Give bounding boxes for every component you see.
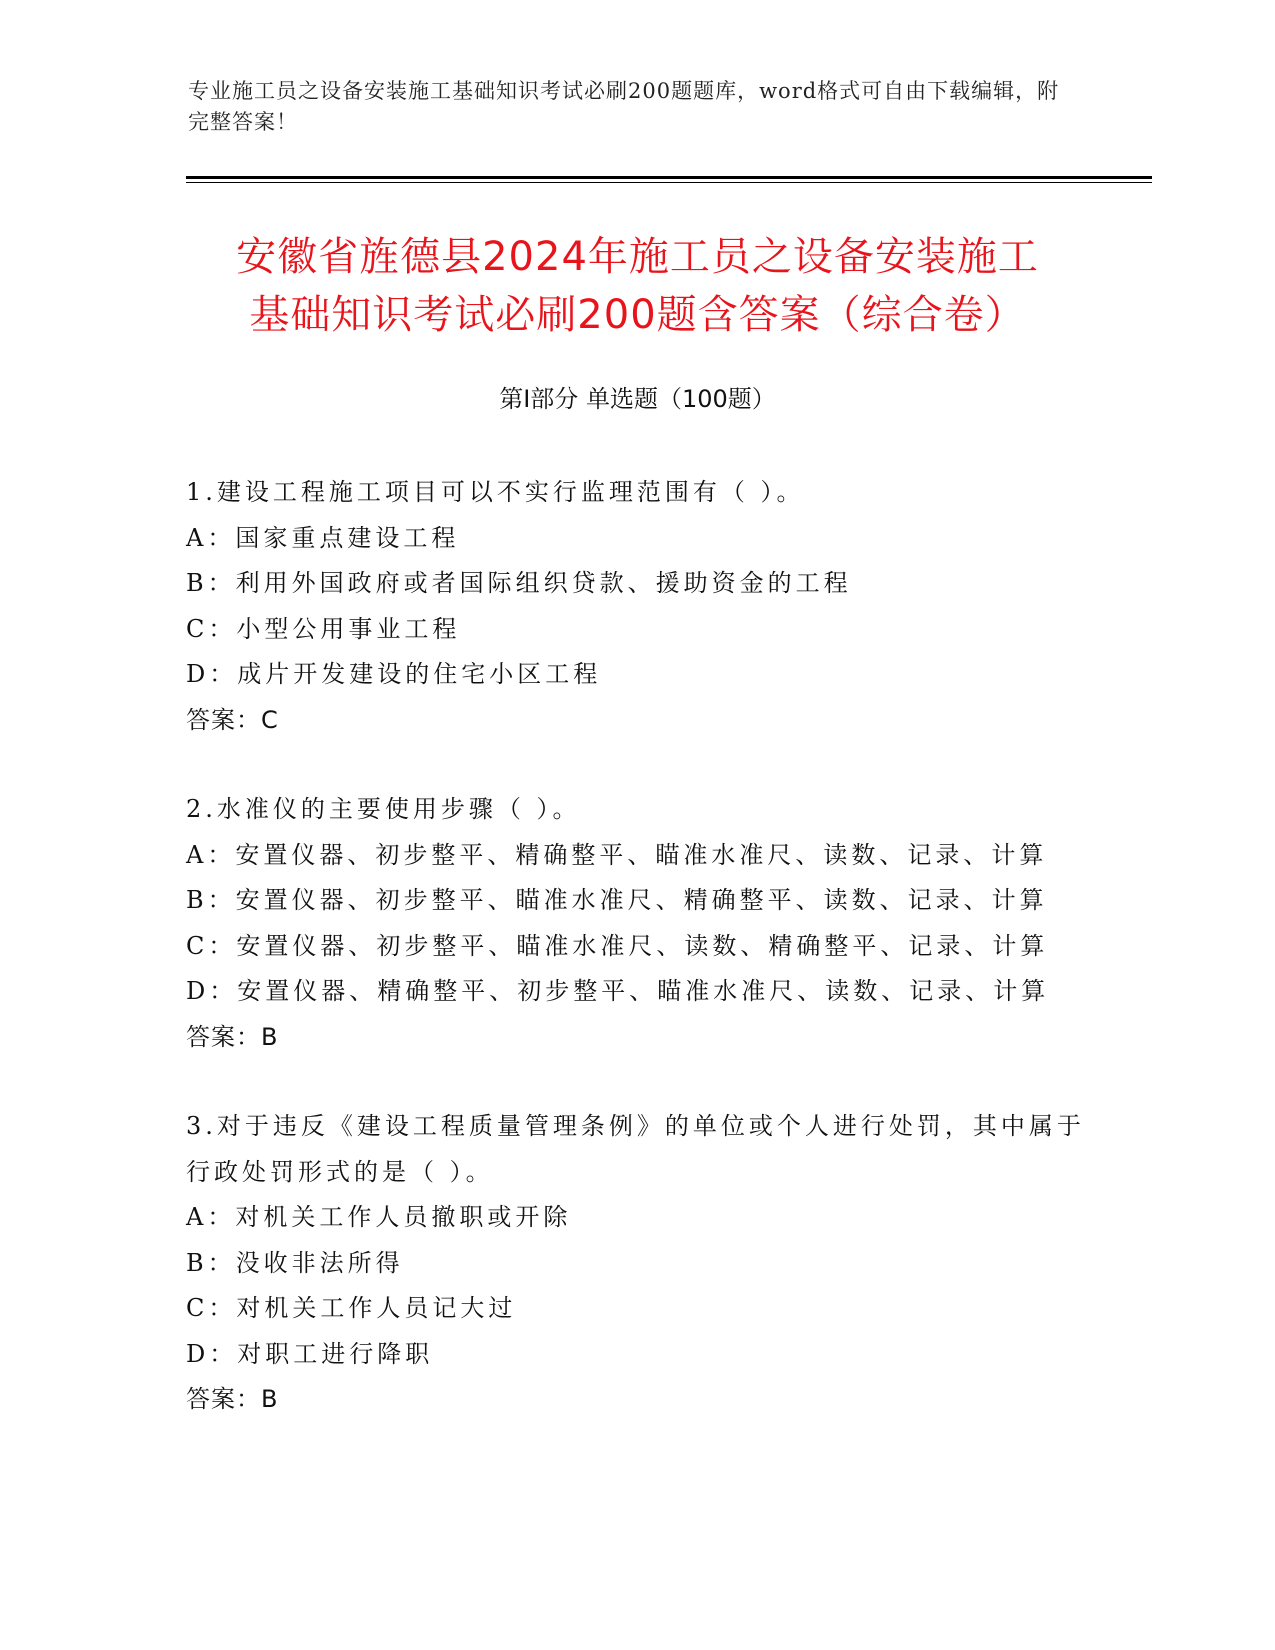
answer-label: 答案：C: [186, 705, 279, 734]
header-note: 专业施工员之设备安装施工基础知识考试必刷200题题库，word格式可自由下载编辑，附完整答案！: [188, 79, 1060, 134]
option-b: B：安置仪器、初步整平、瞄准水准尺、精确整平、读数、记录、计算: [186, 886, 1048, 914]
answer-label: 答案：B: [186, 1022, 279, 1051]
document-title-line-2: 基础知识考试必刷200题含答案（综合卷）: [249, 292, 1026, 338]
question-item: [186, 787, 1086, 1060]
option-d: D：安置仪器、精确整平、初步整平、瞄准水准尺、读数、记录、计算: [186, 977, 1050, 1005]
option-a: A：国家重点建设工程: [186, 523, 460, 552]
option-c: C：对机关工作人员记大过: [186, 1294, 517, 1322]
header-divider-thick: [186, 176, 1152, 179]
section-title: 第Ⅰ部分 单选题（100题）: [499, 385, 776, 413]
option-a: A：对机关工作人员撤职或开除: [186, 1203, 572, 1231]
option-b: B：没收非法所得: [186, 1248, 404, 1277]
option-d: D：成片开发建设的住宅小区工程: [186, 660, 602, 688]
document-title-line-1: 安徽省旌德县2024年施工员之设备安装施工: [236, 234, 1039, 280]
question-list: [186, 470, 1086, 1467]
document-title: [150, 228, 1125, 344]
question-item: [186, 470, 1086, 743]
question-item: [186, 1104, 1086, 1423]
option-b: B：利用外国政府或者国际组织贷款、援助资金的工程: [186, 569, 852, 597]
header-divider-thin: [186, 182, 1152, 183]
option-d: D：对职工进行降职: [186, 1339, 434, 1368]
option-a: A：安置仪器、初步整平、精确整平、瞄准水准尺、读数、记录、计算: [186, 840, 1048, 869]
answer-label: 答案：B: [186, 1385, 279, 1413]
option-c: C：小型公用事业工程: [186, 614, 461, 643]
question-stem: 1.建设工程施工项目可以不实行监理范围有（ ）。: [186, 478, 805, 506]
question-stem: 3.对于违反《建设工程质量管理条例》的单位或个人进行处罚，其中属于行政处罚形式的是（ ）。: [186, 1112, 1085, 1186]
option-c: C：安置仪器、初步整平、瞄准水准尺、读数、精确整平、记录、计算: [186, 931, 1049, 960]
question-stem: 2.水准仪的主要使用步骤（ ）。: [186, 795, 581, 823]
